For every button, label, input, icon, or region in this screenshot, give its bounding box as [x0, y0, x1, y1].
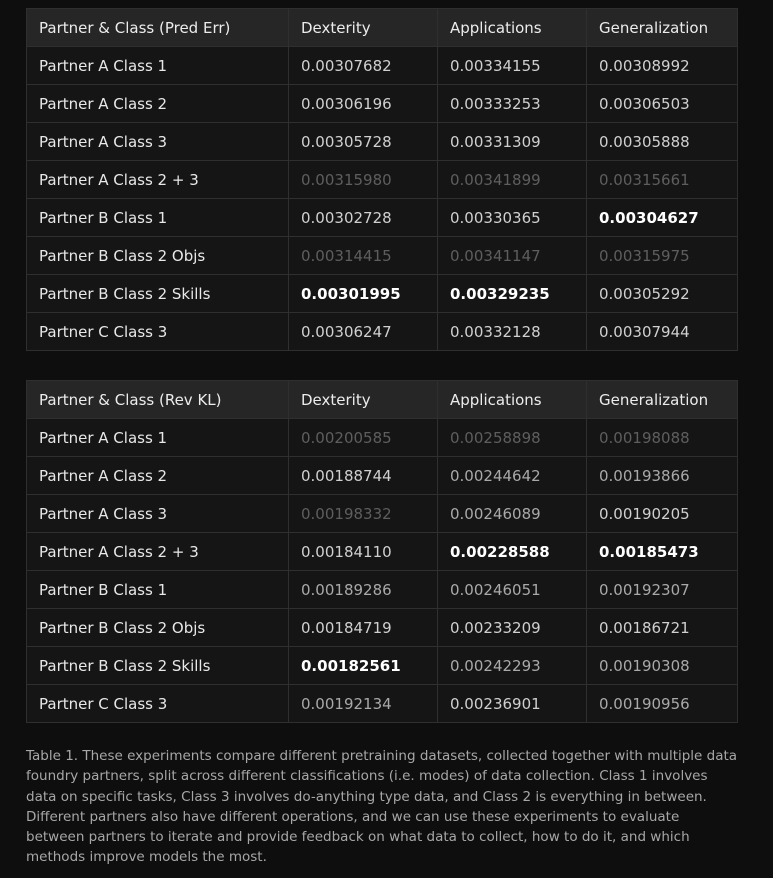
row-label: Partner A Class 1	[27, 419, 289, 457]
value-cell: 0.00185473	[587, 533, 738, 571]
value-cell: 0.00306196	[289, 85, 438, 123]
header-cell: Generalization	[587, 381, 738, 419]
value-cell: 0.00315980	[289, 161, 438, 199]
value-cell: 0.00334155	[438, 47, 587, 85]
row-label: Partner B Class 1	[27, 571, 289, 609]
value-cell: 0.00301995	[289, 275, 438, 313]
row-label: Partner A Class 2	[27, 457, 289, 495]
value-cell: 0.00228588	[438, 533, 587, 571]
table-caption: Table 1. These experiments compare different pretraining datasets, collected together with multiple data foundry partners, split across different classifications (i.e. modes) of data collection. Class 1 involves data on specific tasks, Class 3 involves do-anything type data, and Class 2 is everything in between. Different partners also have different operations, and we can use these experiments to evaluate between partners to iterate and provide feedback on what data to collect, how to do it, and which methods improve models the most.	[26, 748, 738, 866]
value-cell: 0.00331309	[438, 123, 587, 161]
header-cell: Applications	[438, 381, 587, 419]
value-cell: 0.00246051	[438, 571, 587, 609]
value-cell: 0.00302728	[289, 199, 438, 237]
rev-kl-table	[26, 380, 738, 723]
value-cell: 0.00246089	[438, 495, 587, 533]
value-cell: 0.00200585	[289, 419, 438, 457]
value-cell: 0.00184719	[289, 609, 438, 647]
row-label: Partner C Class 3	[27, 313, 289, 351]
value-cell: 0.00306503	[587, 85, 738, 123]
value-cell: 0.00341899	[438, 161, 587, 199]
table-row	[27, 275, 738, 313]
value-cell: 0.00188744	[289, 457, 438, 495]
header-cell: Applications	[438, 9, 587, 47]
value-cell: 0.00198088	[587, 419, 738, 457]
value-cell: 0.00258898	[438, 419, 587, 457]
table-row	[27, 419, 738, 457]
header-cell: Dexterity	[289, 381, 438, 419]
table-row	[27, 47, 738, 85]
value-cell: 0.00305888	[587, 123, 738, 161]
value-cell: 0.00315975	[587, 237, 738, 275]
value-cell: 0.00193866	[587, 457, 738, 495]
table-row	[27, 571, 738, 609]
table-row	[27, 85, 738, 123]
header-cell: Dexterity	[289, 9, 438, 47]
table-row	[27, 199, 738, 237]
table-row	[27, 313, 738, 351]
row-label: Partner A Class 3	[27, 495, 289, 533]
row-label: Partner A Class 1	[27, 47, 289, 85]
value-cell: 0.00192134	[289, 685, 438, 723]
value-cell: 0.00192307	[587, 571, 738, 609]
header-cell: Generalization	[587, 9, 738, 47]
value-cell: 0.00186721	[587, 609, 738, 647]
table-row	[27, 609, 738, 647]
value-cell: 0.00332128	[438, 313, 587, 351]
value-cell: 0.00242293	[438, 647, 587, 685]
row-label: Partner B Class 2 Skills	[27, 647, 289, 685]
header-row	[27, 9, 738, 47]
row-label: Partner C Class 3	[27, 685, 289, 723]
value-cell: 0.00189286	[289, 571, 438, 609]
value-cell: 0.00182561	[289, 647, 438, 685]
row-label: Partner B Class 2 Skills	[27, 275, 289, 313]
table-row	[27, 647, 738, 685]
value-cell: 0.00190956	[587, 685, 738, 723]
value-cell: 0.00244642	[438, 457, 587, 495]
value-cell: 0.00333253	[438, 85, 587, 123]
value-cell: 0.00341147	[438, 237, 587, 275]
value-cell: 0.00190308	[587, 647, 738, 685]
value-cell: 0.00306247	[289, 313, 438, 351]
row-label: Partner A Class 2	[27, 85, 289, 123]
table-row	[27, 161, 738, 199]
value-cell: 0.00307944	[587, 313, 738, 351]
value-cell: 0.00198332	[289, 495, 438, 533]
table-row	[27, 685, 738, 723]
header-cell: Partner & Class (Rev KL)	[27, 381, 289, 419]
row-label: Partner B Class 2 Objs	[27, 237, 289, 275]
row-label: Partner A Class 2 + 3	[27, 533, 289, 571]
row-label: Partner A Class 2 + 3	[27, 161, 289, 199]
table-row	[27, 533, 738, 571]
value-cell: 0.00330365	[438, 199, 587, 237]
value-cell: 0.00307682	[289, 47, 438, 85]
value-cell: 0.00304627	[587, 199, 738, 237]
value-cell: 0.00184110	[289, 533, 438, 571]
table-row	[27, 457, 738, 495]
table-row	[27, 495, 738, 533]
value-cell: 0.00314415	[289, 237, 438, 275]
row-label: Partner B Class 2 Objs	[27, 609, 289, 647]
row-label: Partner B Class 1	[27, 199, 289, 237]
pred-err-table	[26, 8, 738, 351]
value-cell: 0.00190205	[587, 495, 738, 533]
value-cell: 0.00305292	[587, 275, 738, 313]
header-cell: Partner & Class (Pred Err)	[27, 9, 289, 47]
value-cell: 0.00233209	[438, 609, 587, 647]
row-label: Partner A Class 3	[27, 123, 289, 161]
header-row	[27, 381, 738, 419]
value-cell: 0.00236901	[438, 685, 587, 723]
value-cell: 0.00305728	[289, 123, 438, 161]
value-cell: 0.00308992	[587, 47, 738, 85]
value-cell: 0.00329235	[438, 275, 587, 313]
value-cell: 0.00315661	[587, 161, 738, 199]
table-row	[27, 237, 738, 275]
table-row	[27, 123, 738, 161]
